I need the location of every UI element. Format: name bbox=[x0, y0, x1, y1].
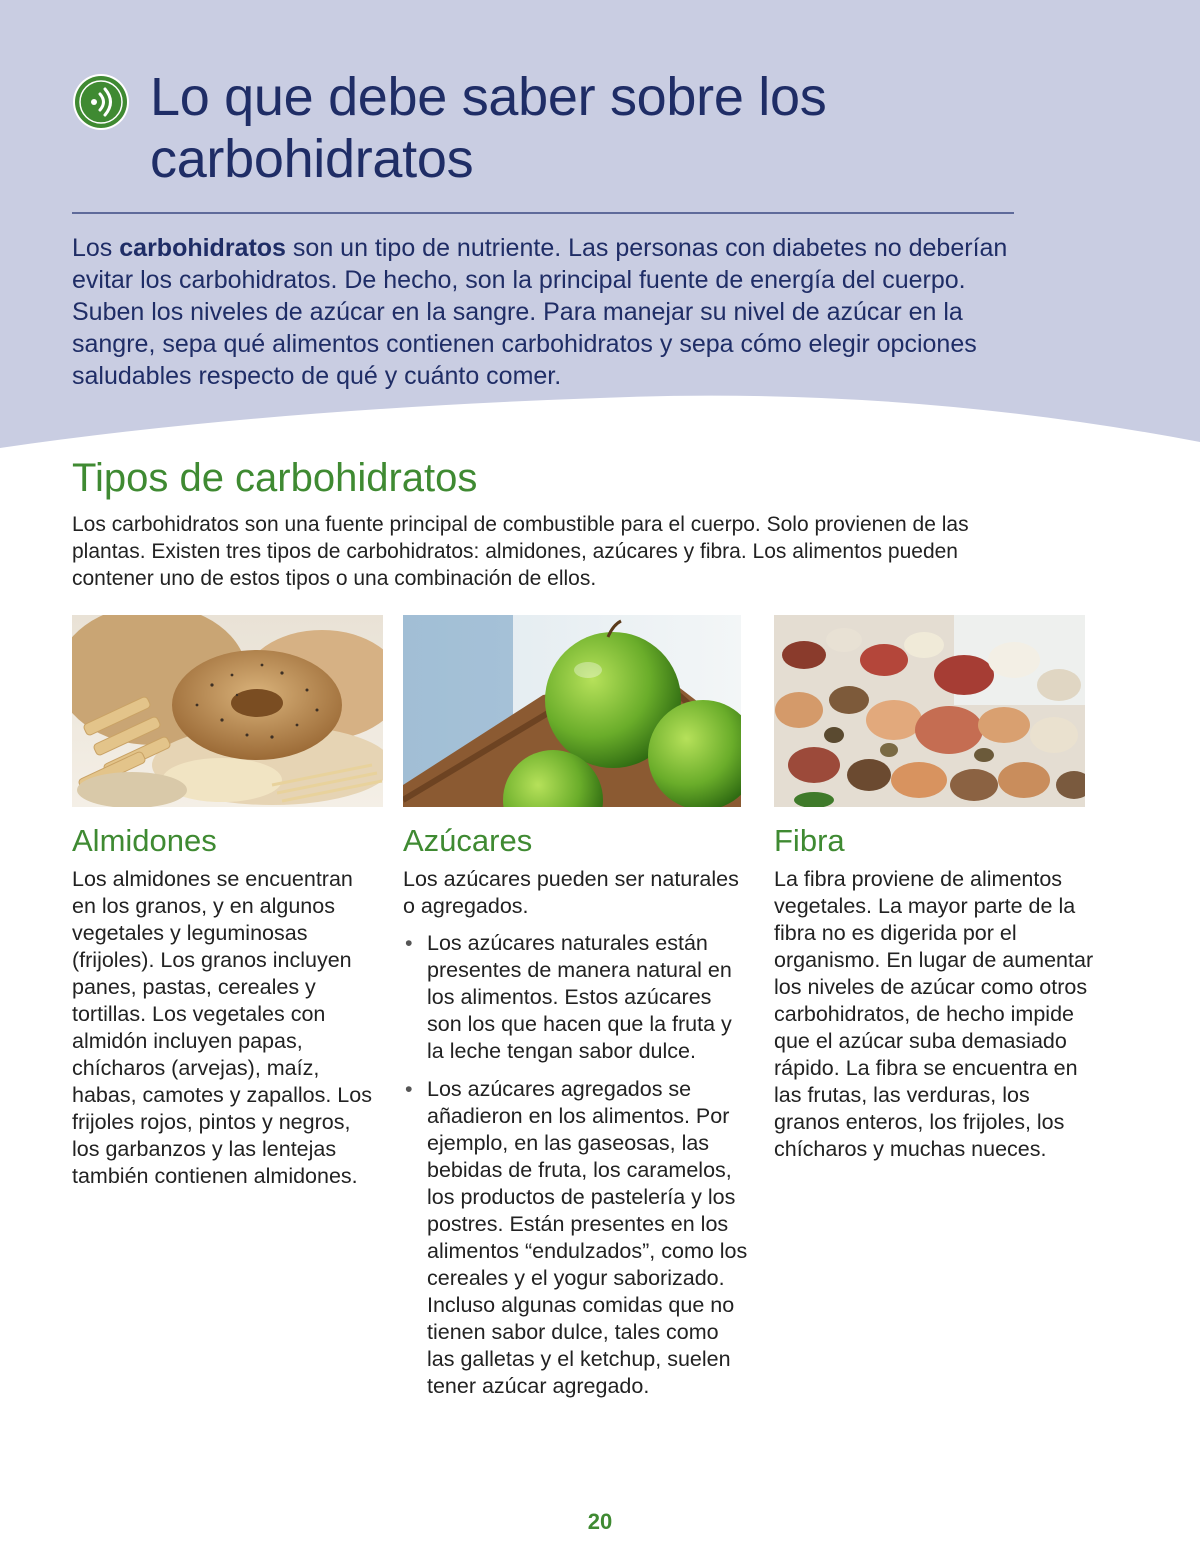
audio-speaker-icon[interactable] bbox=[72, 73, 130, 131]
bullet-icon: • bbox=[405, 1077, 413, 1101]
fiber-column bbox=[774, 822, 1094, 1163]
title-divider bbox=[72, 212, 1014, 214]
fiber-heading: Fibra bbox=[774, 823, 845, 858]
list-item bbox=[403, 1076, 748, 1400]
sugars-column bbox=[403, 822, 748, 1411]
sugars-heading: Azúcares bbox=[403, 823, 533, 858]
starches-body: Los almidones se encuentran en los granos, y en algunos vegetales y leguminosas (frijoles). Los granos incluyen panes, pastas, cereales y tortillas. Los vegetales con almidón incluyen papas, chícharos (arvejas), maíz, habas, camotes y zapallos. Los frijoles rojos, pintos y negros, los garbanzos y las lentejas también contienen almidones. bbox=[72, 867, 372, 1188]
page-number: 20 bbox=[587, 1509, 613, 1534]
bagel-bread-pasta-grains-photo bbox=[72, 615, 383, 807]
intro-paragraph bbox=[72, 232, 1022, 392]
starches-heading: Almidones bbox=[72, 823, 217, 858]
section-title: Tipos de carbohidratos bbox=[72, 456, 478, 500]
list-item-text: Los azúcares agregados se añadieron en los alimentos. Por ejemplo, en las gaseosas, las bebidas de fruta, los caramelos, los productos de pastelería y los postres. Están presentes en los alimentos “endulzados”, como los cereales y el yogur saborizado. Incluso algunas comidas que no tienen sabor dulce, tales como las galletas y el ketchup, suelen tener azúcar agregado. bbox=[427, 1077, 748, 1398]
page-title: Lo que debe saber sobre los carbohidratos bbox=[150, 67, 827, 189]
fiber-body: La fibra proviene de alimentos vegetales. La mayor parte de la fibra no es digerida por el organismo. En lugar de aumentar los niveles de azúcar como otros carbohidratos, de hecho impide que el azúcar suba demasiado rápido. La fibra se encuentra en las frutas, las verduras, los granos enteros, los frijoles, los chícharos y muchas nueces. bbox=[774, 867, 1094, 1161]
bullet-icon: • bbox=[405, 931, 413, 955]
sugars-list bbox=[403, 930, 748, 1400]
sugars-intro: Los azúcares pueden ser naturales o agregados. bbox=[403, 867, 739, 918]
green-apples-photo bbox=[403, 615, 741, 807]
list-item bbox=[403, 930, 748, 1065]
intro-bold-term: carbohidratos bbox=[119, 234, 286, 262]
intro-prefix: Los bbox=[72, 234, 120, 262]
section-intro: Los carbohidratos son una fuente principal de combustible para el cuerpo. Solo provienen de las plantas. Existen tres tipos de carbohidratos: almidones, azúcares y fibra. Los alimentos pueden contener uno de estos tipos o una combinación de ellos. bbox=[72, 513, 969, 590]
starches-column bbox=[72, 822, 372, 1190]
list-item-text: Los azúcares naturales están presentes de manera natural en los alimentos. Estos azúcares son los que hacen que la fruta y la leche tengan sabor dulce. bbox=[427, 931, 732, 1063]
mixed-beans-photo bbox=[774, 615, 1085, 807]
intro-rest: son un tipo de nutriente. Las personas con diabetes no deberían evitar los carbohidratos. De hecho, son la principal fuente de energía del cuerpo. Suben los niveles de azúcar en la sangre. Para manejar su nivel de azúcar en la sangre, sepa qué alimentos contienen carbohidratos y sepa cómo elegir opciones saludables respecto de qué y cuánto comer. bbox=[72, 234, 1008, 390]
